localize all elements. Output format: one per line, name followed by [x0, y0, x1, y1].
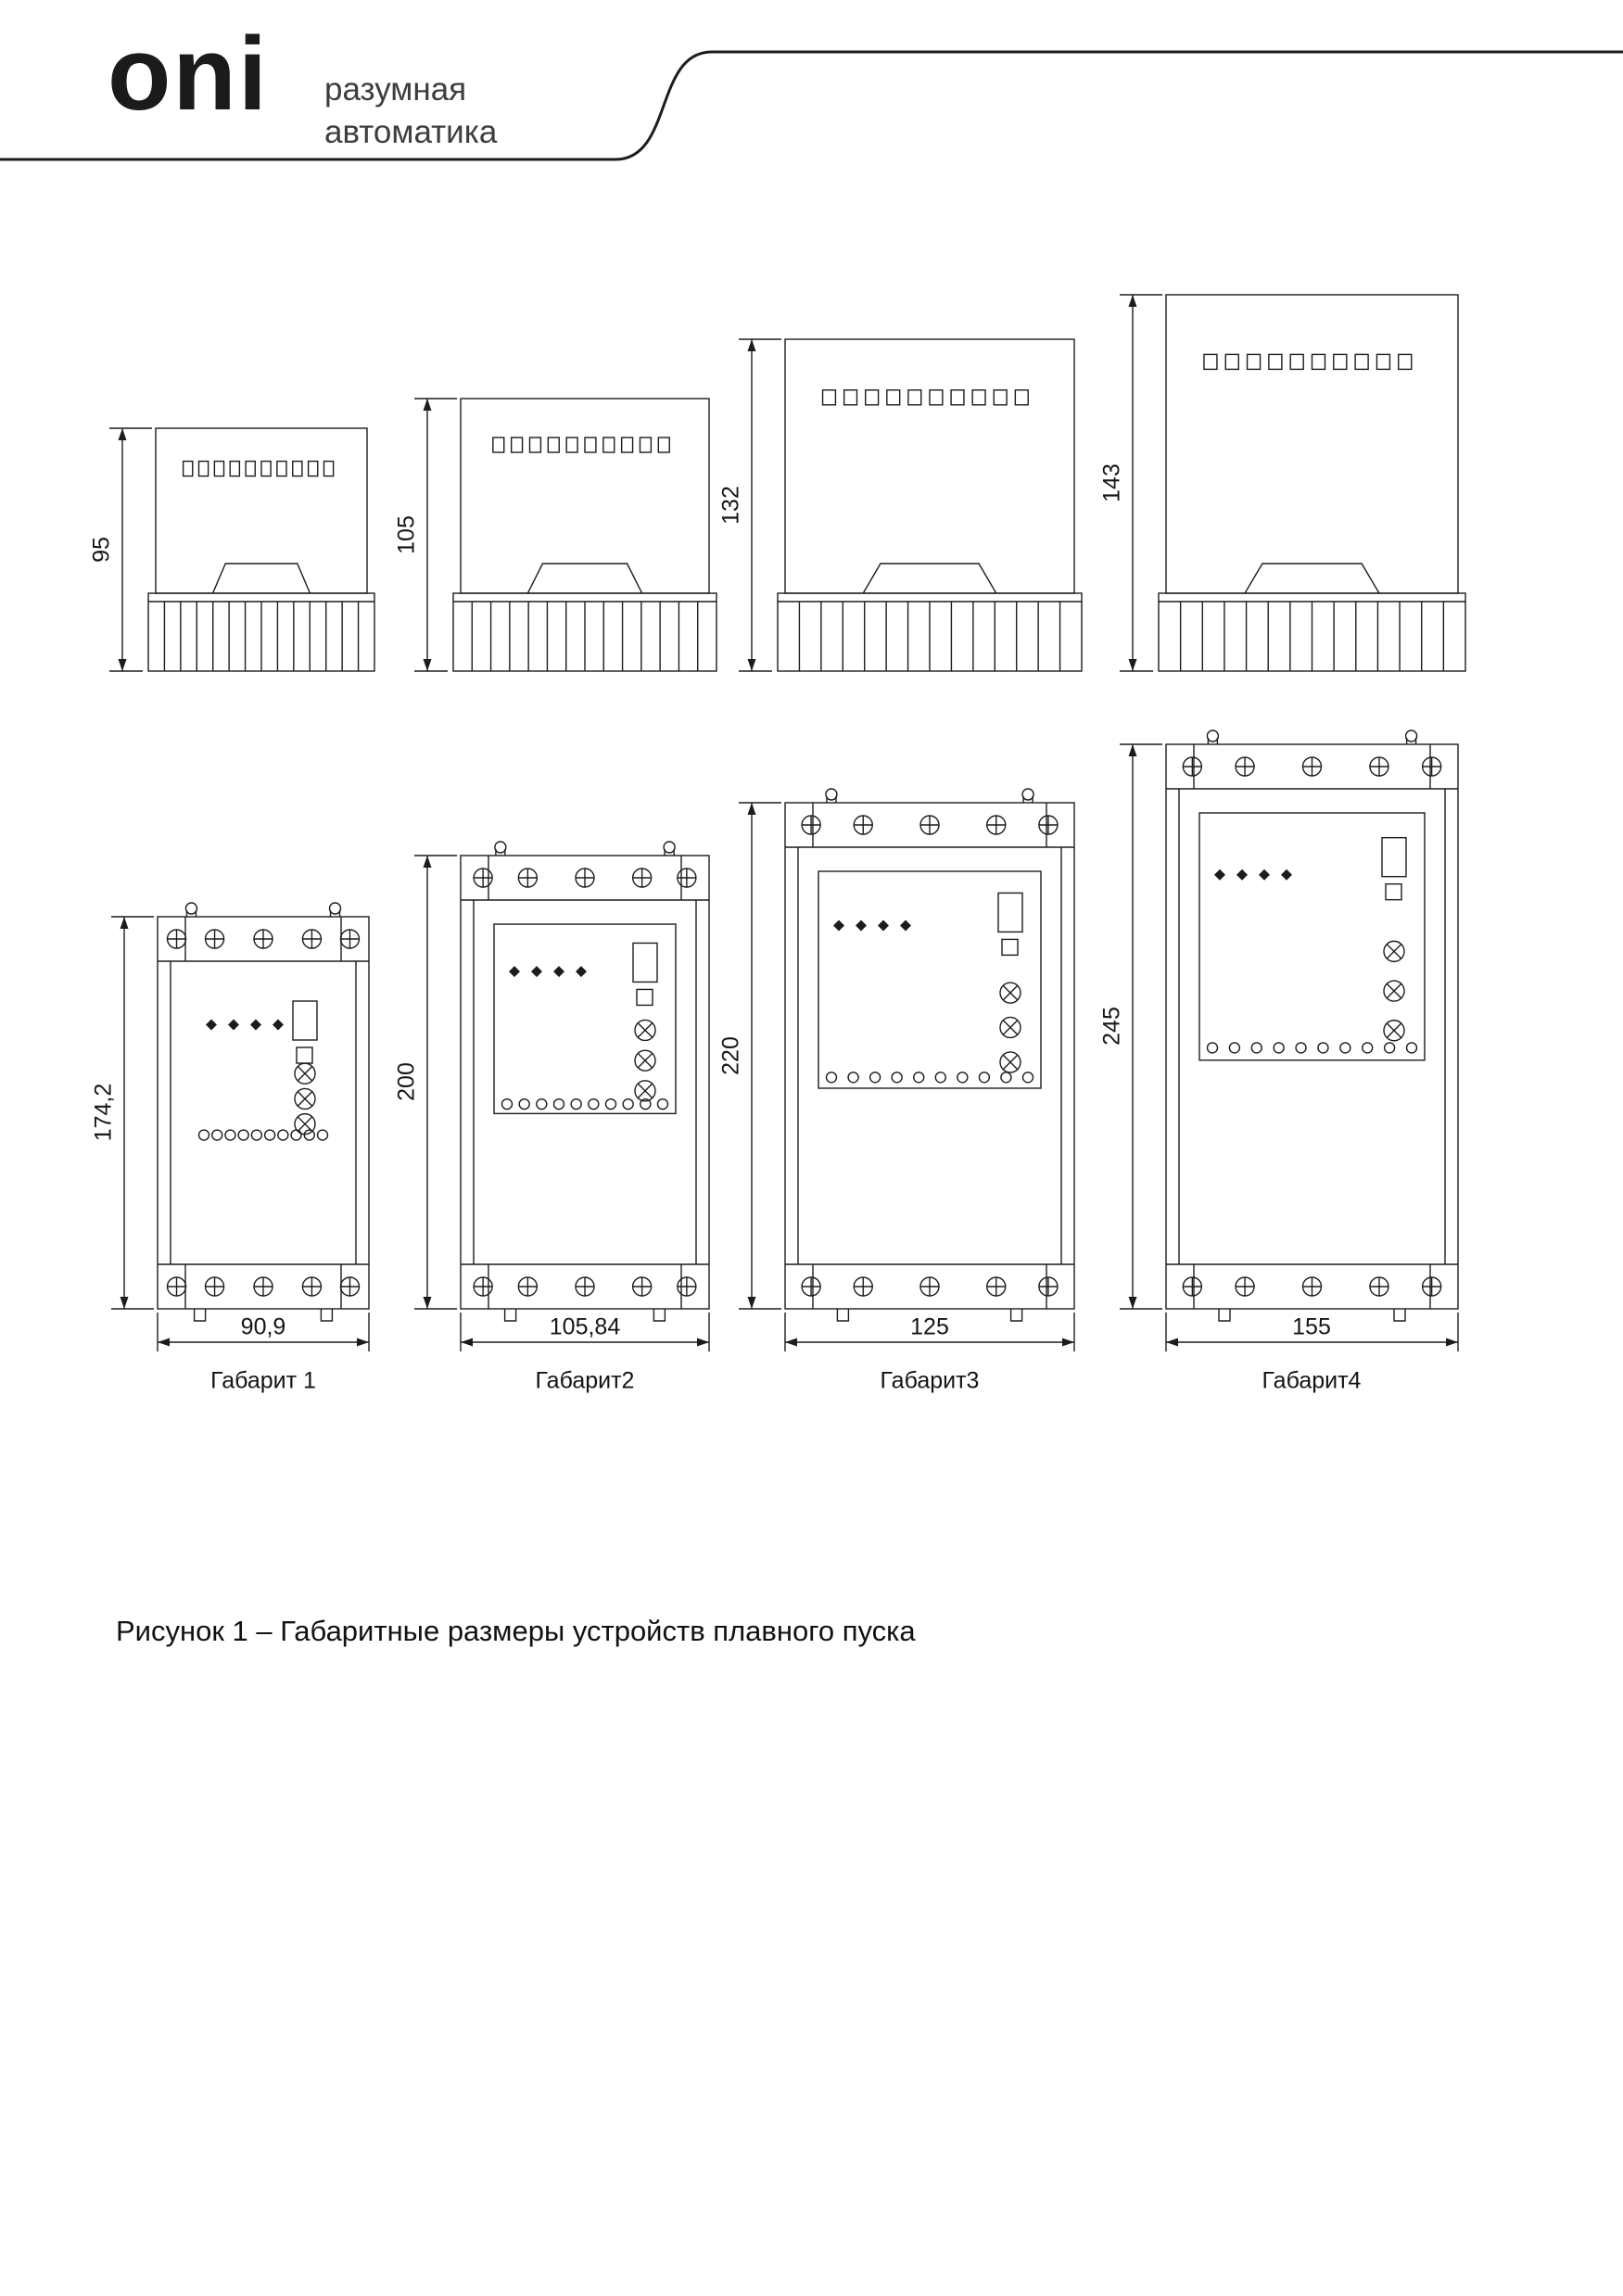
dim-depth-height-2: 105 [393, 515, 420, 554]
figure-caption: Рисунок 1 – Габаритные размеры устройств плавного пуска [116, 1615, 916, 1647]
dim-width-2: 105,84 [549, 1313, 621, 1340]
dim-width-1: 90,9 [240, 1313, 286, 1340]
dim-depth-height-1: 95 [88, 537, 115, 563]
top-view-3 [739, 339, 1082, 671]
device-label-2: Габарит2 [535, 1367, 635, 1394]
top-view-1 [109, 428, 374, 671]
top-view-4 [1120, 295, 1465, 671]
dim-depth-height-3: 132 [717, 486, 744, 525]
brand-tagline-line1: разумная [324, 71, 467, 108]
top-view-2 [414, 399, 716, 671]
dim-front-height-2: 200 [393, 1062, 420, 1101]
brand-tagline [324, 69, 497, 154]
brand-logo: oni [108, 16, 269, 132]
dim-front-height-4: 245 [1098, 1007, 1125, 1046]
front-view-1 [111, 903, 369, 1351]
dim-depth-height-4: 143 [1098, 463, 1125, 502]
device-label-1: Габарит 1 [210, 1367, 316, 1394]
brand-tagline-line2: автоматика [324, 114, 498, 151]
front-view-3 [739, 789, 1074, 1351]
dim-front-height-1: 174,2 [90, 1083, 117, 1142]
dim-front-height-3: 220 [717, 1036, 744, 1075]
dim-width-4: 155 [1292, 1313, 1331, 1340]
dim-width-3: 125 [910, 1313, 949, 1340]
front-view-2 [414, 842, 709, 1351]
device-label-4: Габарит4 [1262, 1367, 1362, 1394]
front-view-4 [1120, 730, 1458, 1351]
device-label-3: Габарит3 [880, 1367, 980, 1394]
